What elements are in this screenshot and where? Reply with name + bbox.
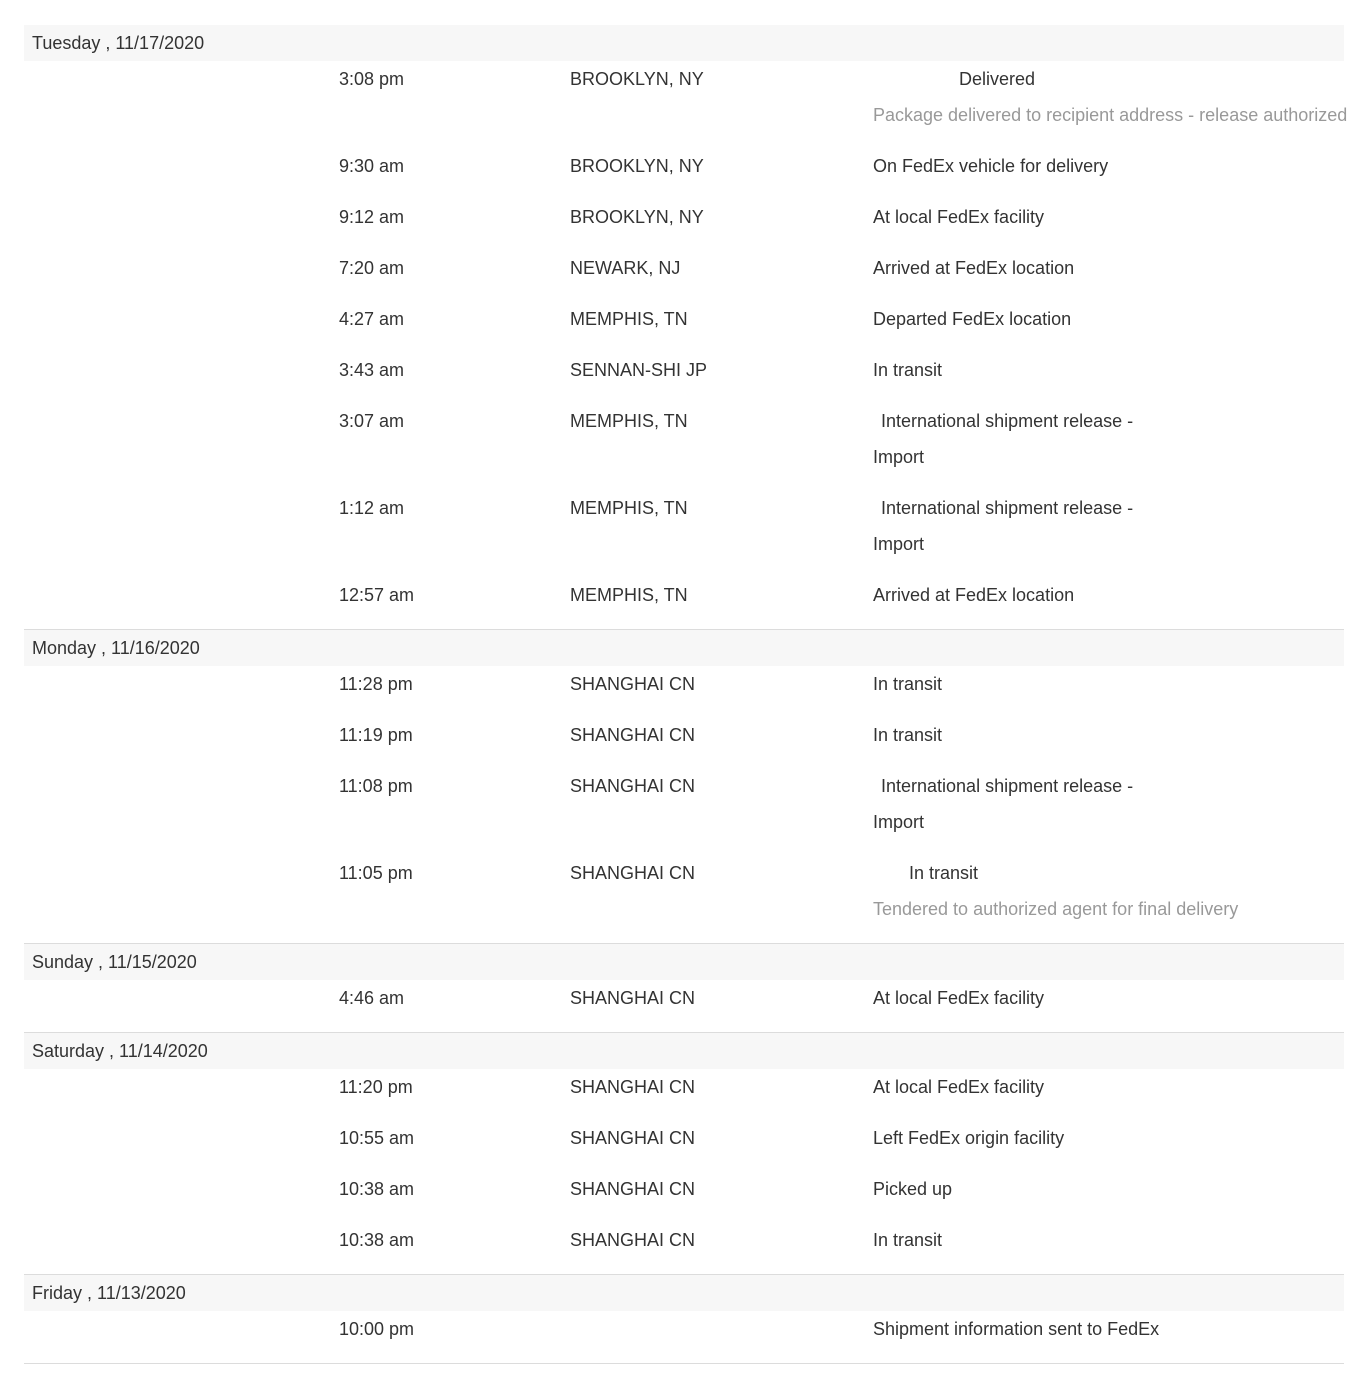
scan-row [24, 490, 1344, 577]
scan-status-detail: Package delivered to recipient address - release authorized [873, 105, 1348, 125]
travel-history [24, 25, 1348, 1364]
scan-time: 12:57 am [339, 585, 415, 605]
scan-row [24, 1069, 1344, 1120]
scan-status [873, 1171, 1343, 1207]
scan-time: 4:46 am [339, 988, 405, 1008]
scan-status-text: International shipment release - [881, 411, 1134, 431]
scan-status [873, 61, 1348, 133]
scan-status-text: International shipment release - [881, 498, 1134, 518]
scan-status-text: Picked up [873, 1179, 953, 1199]
scan-status-text: In transit [873, 725, 943, 745]
scan-status-detail: Tendered to authorized agent for final delivery [873, 899, 1239, 919]
scan-time: 11:05 pm [339, 863, 413, 883]
scan-status-detail: Import [873, 812, 925, 832]
scan-location: SHANGHAI CN [570, 1230, 696, 1250]
scan-time: 3:43 am [339, 360, 405, 380]
scan-location: SHANGHAI CN [570, 1077, 696, 1097]
scan-time: 3:07 am [339, 411, 405, 431]
scan-status [873, 490, 1343, 562]
scan-row [24, 199, 1344, 250]
scan-location: BROOKLYN, NY [570, 156, 704, 176]
scan-time: 9:30 am [339, 156, 405, 176]
scan-status [873, 301, 1343, 337]
scan-row [24, 148, 1344, 199]
scan-row [24, 577, 1344, 629]
scan-location: SHANGHAI CN [570, 1128, 696, 1148]
scan-time: 9:12 am [339, 207, 405, 227]
scan-row [24, 768, 1344, 855]
scan-status-text: Arrived at FedEx location [873, 585, 1075, 605]
scan-status [873, 1069, 1343, 1105]
scan-time: 11:20 pm [339, 1077, 413, 1097]
scan-status [873, 1120, 1343, 1156]
scan-status-text: Arrived at FedEx location [873, 258, 1075, 278]
day-header: Saturday , 11/14/2020 [24, 1033, 1344, 1069]
scan-status-text: In transit [873, 1230, 943, 1250]
scan-time: 4:27 am [339, 309, 405, 329]
scan-location: SHANGHAI CN [570, 988, 696, 1008]
scan-row [24, 855, 1344, 943]
scan-status [873, 1222, 1343, 1258]
scan-location: MEMPHIS, TN [570, 498, 688, 518]
scan-row [24, 666, 1344, 717]
scan-row [24, 717, 1344, 768]
scan-status-text: Delivered [959, 69, 1036, 89]
scan-status-text: International shipment release - [881, 776, 1134, 796]
day-group [24, 944, 1344, 1033]
scan-row [24, 1171, 1344, 1222]
scan-row [24, 403, 1344, 490]
scan-location: SHANGHAI CN [570, 863, 696, 883]
scan-time: 10:38 am [339, 1230, 415, 1250]
scan-status [873, 717, 1343, 753]
scan-status [873, 250, 1343, 286]
day-group [24, 25, 1348, 630]
scan-status-detail: Import [873, 534, 925, 554]
day-group [24, 1033, 1344, 1275]
scan-status-text: On FedEx vehicle for delivery [873, 156, 1109, 176]
scan-status-text: At local FedEx facility [873, 988, 1045, 1008]
scan-time: 11:19 pm [339, 725, 413, 745]
scan-row [24, 1120, 1344, 1171]
scan-status [873, 666, 1343, 702]
scan-row [24, 352, 1344, 403]
day-group [24, 1275, 1344, 1364]
scan-time: 11:28 pm [339, 674, 413, 694]
scan-status [873, 352, 1343, 388]
scan-location: SHANGHAI CN [570, 725, 696, 745]
scan-row [24, 1311, 1344, 1363]
scan-time: 10:00 pm [339, 1319, 415, 1339]
scan-time: 3:08 pm [339, 69, 405, 89]
scan-status-text: In transit [873, 360, 943, 380]
scan-status-detail: Import [873, 447, 925, 467]
scan-status [873, 768, 1343, 840]
scan-location: NEWARK, NJ [570, 258, 681, 278]
scan-status [873, 1311, 1343, 1347]
day-header: Monday , 11/16/2020 [24, 630, 1344, 666]
day-header: Sunday , 11/15/2020 [24, 944, 1344, 980]
scan-location: SHANGHAI CN [570, 1179, 696, 1199]
scan-status-text: Departed FedEx location [873, 309, 1072, 329]
scan-location: BROOKLYN, NY [570, 207, 704, 227]
scan-time: 11:08 pm [339, 776, 413, 796]
day-group [24, 630, 1344, 944]
scan-location: SHANGHAI CN [570, 674, 696, 694]
scan-status-text: Shipment information sent to FedEx [873, 1319, 1160, 1339]
scan-status [873, 980, 1343, 1016]
scan-status-text: In transit [909, 863, 979, 883]
scan-location: SHANGHAI CN [570, 776, 696, 796]
scan-row [24, 61, 1348, 148]
scan-status [873, 403, 1343, 475]
scan-row [24, 980, 1344, 1032]
scan-time: 10:55 am [339, 1128, 415, 1148]
scan-time: 10:38 am [339, 1179, 415, 1199]
scan-location: MEMPHIS, TN [570, 411, 688, 431]
day-header: Tuesday , 11/17/2020 [24, 25, 1344, 61]
scan-status-text: At local FedEx facility [873, 1077, 1045, 1097]
scan-status-text: At local FedEx facility [873, 207, 1045, 227]
scan-status-text: In transit [873, 674, 943, 694]
scan-status [873, 199, 1343, 235]
scan-status [873, 148, 1343, 184]
scan-location: MEMPHIS, TN [570, 585, 688, 605]
scan-row [24, 301, 1344, 352]
scan-location: SENNAN-SHI JP [570, 360, 708, 380]
scan-location: MEMPHIS, TN [570, 309, 688, 329]
scan-row [24, 250, 1344, 301]
scan-time: 7:20 am [339, 258, 405, 278]
scan-status-text: Left FedEx origin facility [873, 1128, 1065, 1148]
day-header: Friday , 11/13/2020 [24, 1275, 1344, 1311]
scan-status [873, 855, 1343, 927]
scan-location: BROOKLYN, NY [570, 69, 704, 89]
scan-status [873, 577, 1343, 613]
scan-time: 1:12 am [339, 498, 405, 518]
scan-row [24, 1222, 1344, 1274]
